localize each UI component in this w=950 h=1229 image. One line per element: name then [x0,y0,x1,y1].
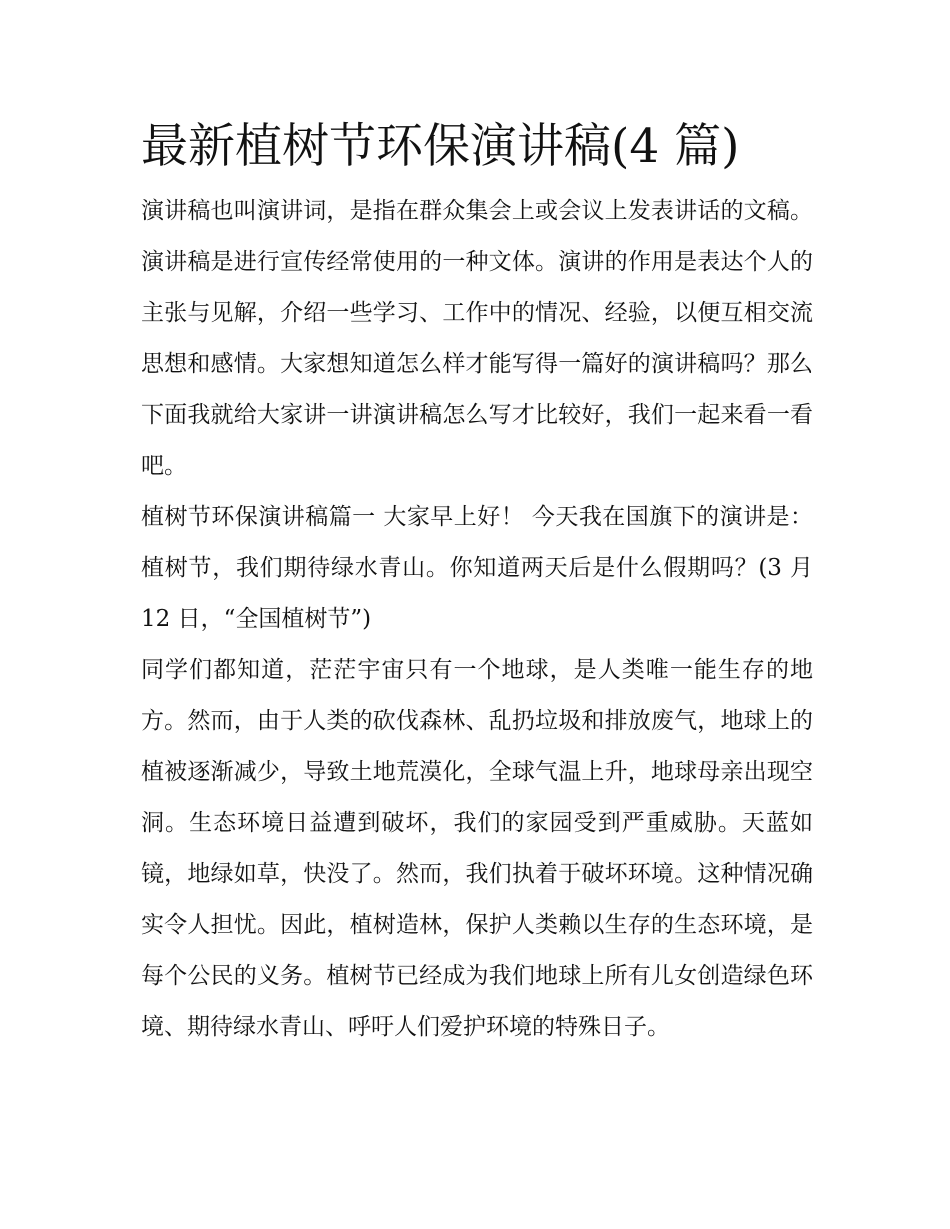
document-title: 最新植树节环保演讲稿(4 篇) [141,119,740,174]
paragraph-speech-one-body: 同学们都知道，茫茫宇宙只有一个地球，是人类唯一能生存的地方。然而，由于人类的砍伐森林、乱扔垃圾和排放废气，地球上的植被逐渐减少，导致土地荒漠化，全球气温上升，地球母亲出现空洞。生态环境日益遭到破坏，我们的家园受到严重威胁。天蓝如镜，地绿如草，快没了。然而，我们执着于破坏环境。这种情况确实令人担忧。因此，植树造林，保护人类赖以生存的生态环境，是每个公民的义务。植树节已经成为我们地球上所有儿女创造绿色环境、期待绿水青山、呼吁人们爱护环境的特殊日子。 [141,657,813,1040]
paragraph-intro: 演讲稿也叫演讲词，是指在群众集会上或会议上发表讲话的文稿。演讲稿是进行宣传经常使用的一种文体。演讲的作用是表达个人的主张与见解，介绍一些学习、工作中的情况、经验，以便互相交流思想和感情。大家想知道怎么样才能写得一篇好的演讲稿吗？那么下面我就给大家讲一讲演讲稿怎么写才比较好，我们一起来看一看吧。 [141,198,813,479]
paragraph-speech-one-opening: 植树节环保演讲稿篇一 大家早上好！ 今天我在国旗下的演讲是：植树节，我们期待绿水青山。你知道两天后是什么假期吗？(3 月 12 日，“全国植树节”) [141,504,813,632]
document-body [141,112,813,1053]
